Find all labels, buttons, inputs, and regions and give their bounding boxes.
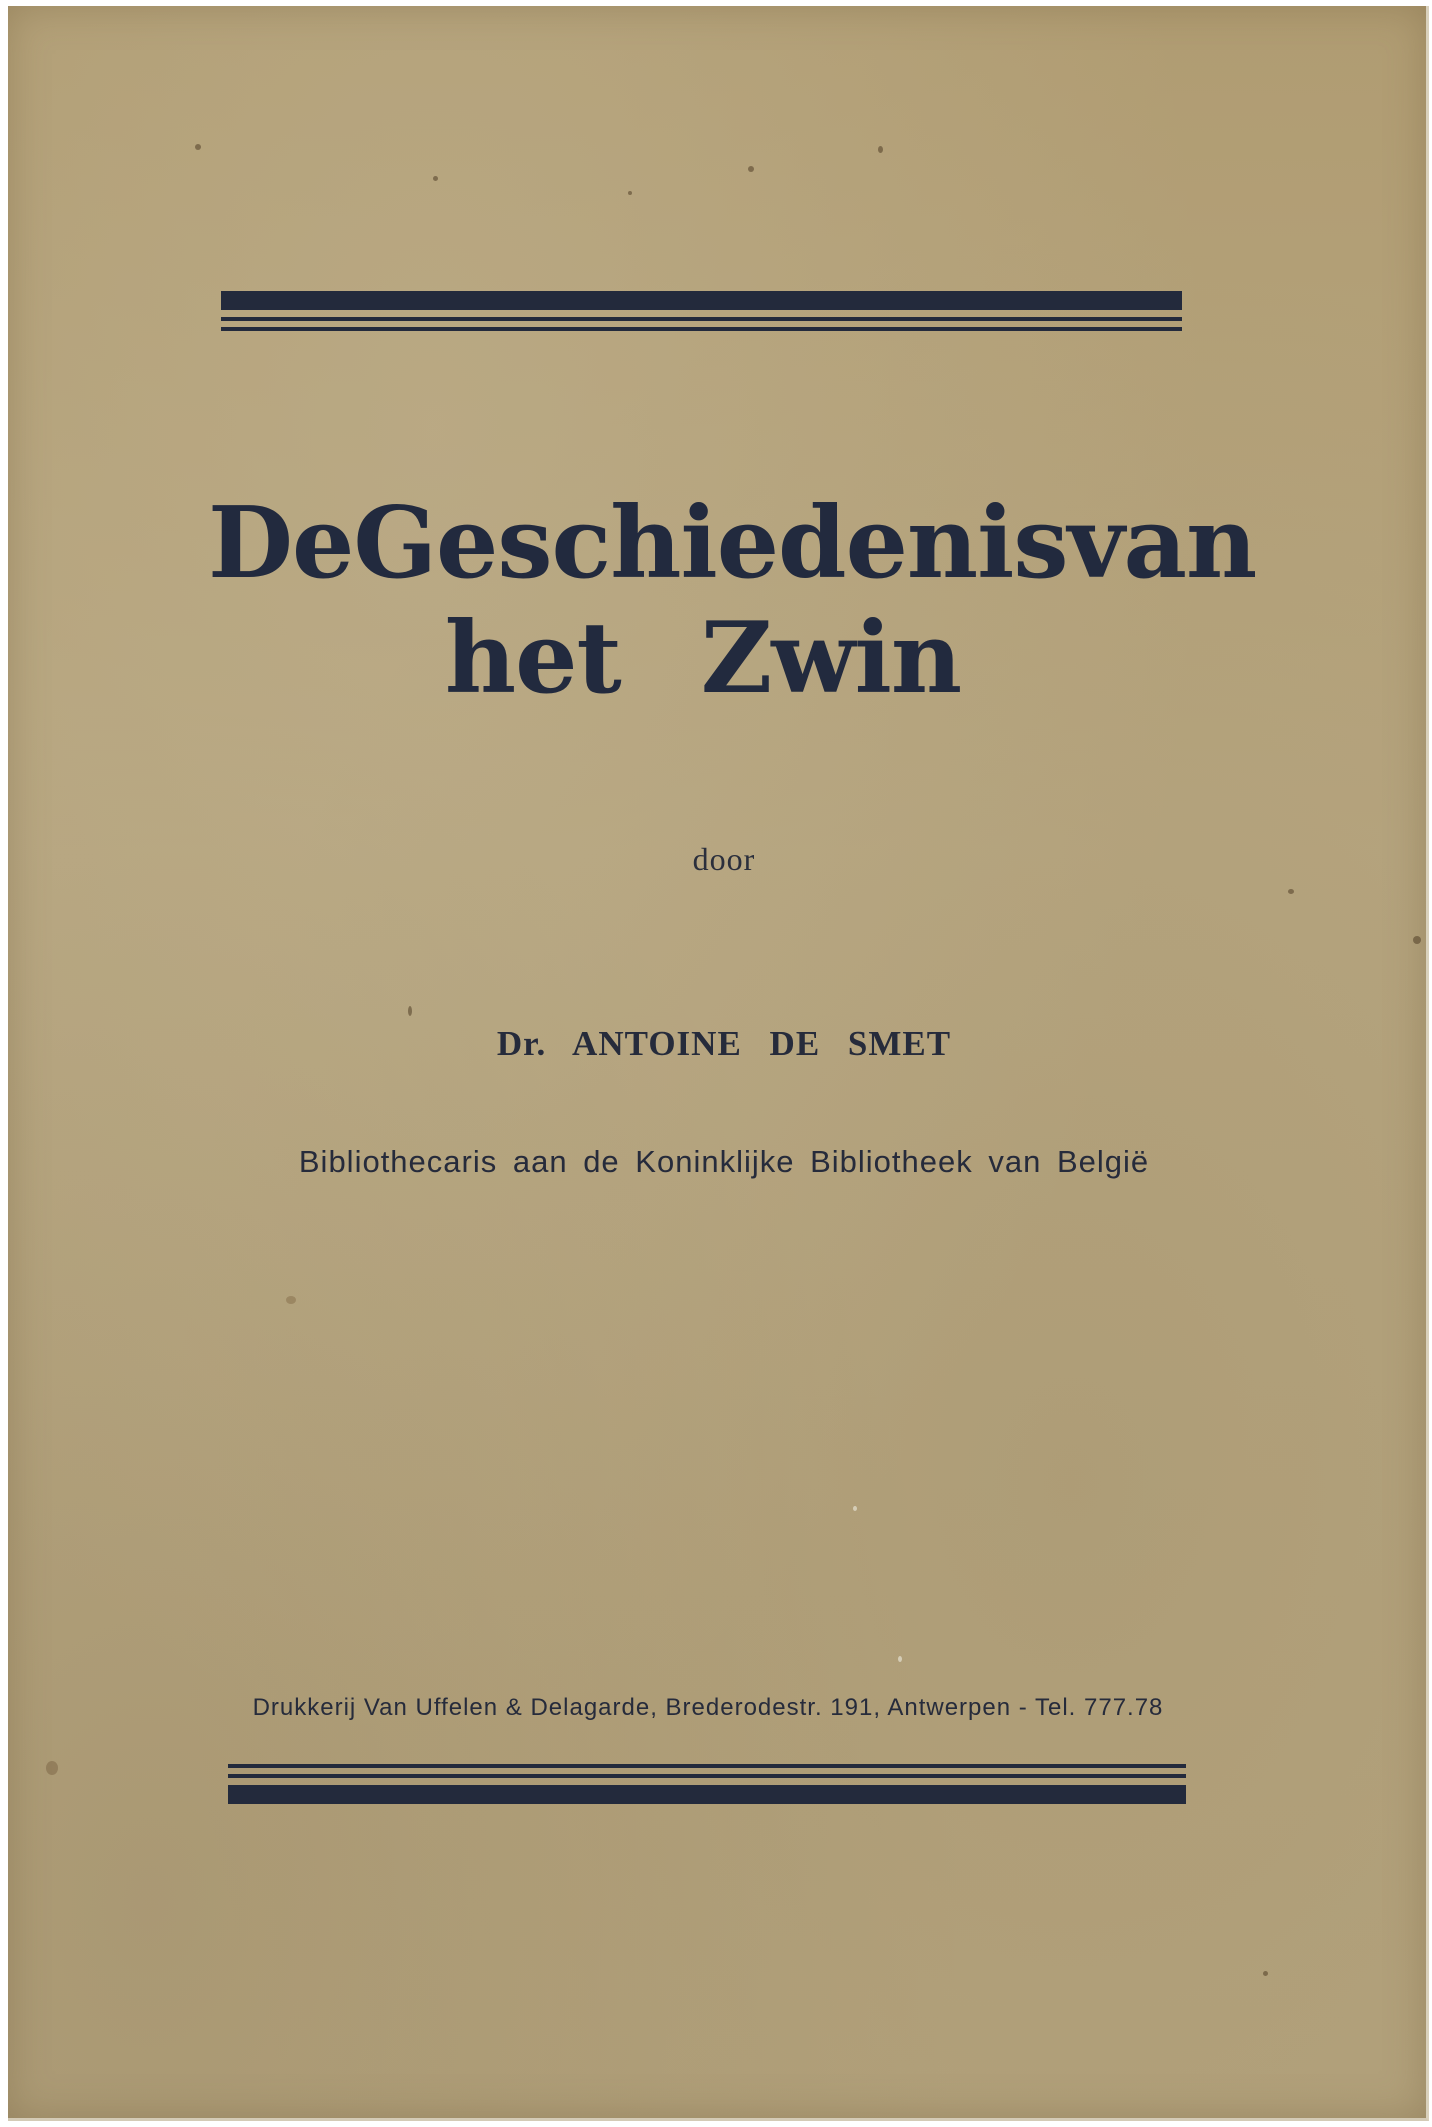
title-word: De xyxy=(208,486,354,601)
author-name: Dr. ANTOINE DE SMET xyxy=(496,1024,952,1063)
title-word: van xyxy=(1067,486,1257,601)
foxing-speck xyxy=(433,176,438,181)
foxing-speck xyxy=(1413,936,1421,944)
bottom-rule-thin-bar xyxy=(228,1774,1186,1778)
foxing-speck xyxy=(898,1656,902,1662)
by-label: door xyxy=(692,841,756,877)
foxing-speck xyxy=(1263,1971,1268,1976)
title-word: Geschiedenis xyxy=(353,486,1068,601)
bottom-rule-thick-bar xyxy=(228,1785,1186,1804)
foxing-speck xyxy=(748,166,754,172)
bottom-decorative-rule xyxy=(228,1764,1186,1812)
foxing-speck xyxy=(853,1506,857,1511)
title-word: Zwin xyxy=(700,601,962,716)
book-cover xyxy=(8,6,1429,2121)
author-affiliation: Bibliothecaris aan de Koninklijke Bibliotheek van België xyxy=(298,1144,1150,1179)
title-word: het xyxy=(444,601,621,716)
top-rule-thick-bar xyxy=(221,291,1182,310)
foxing-speck xyxy=(1288,889,1294,894)
foxing-speck xyxy=(286,1296,296,1304)
foxing-speck xyxy=(195,144,201,150)
top-rule-thin-bar xyxy=(221,327,1182,331)
top-decorative-rule xyxy=(221,291,1182,339)
title-line-2 xyxy=(208,601,1198,716)
printer-imprint: Drukkerij Van Uffelen & Delagarde, Brederodestr. 191, Antwerpen - Tel. 777.78 xyxy=(252,1694,1164,1721)
foxing-speck xyxy=(408,1006,412,1016)
title-line-1 xyxy=(208,486,1257,601)
foxing-speck xyxy=(628,191,632,195)
bottom-rule-thin-bar xyxy=(228,1764,1186,1768)
foxing-speck xyxy=(46,1761,58,1775)
foxing-speck xyxy=(878,146,883,153)
book-title xyxy=(208,486,1257,716)
top-rule-thin-bar xyxy=(221,317,1182,321)
